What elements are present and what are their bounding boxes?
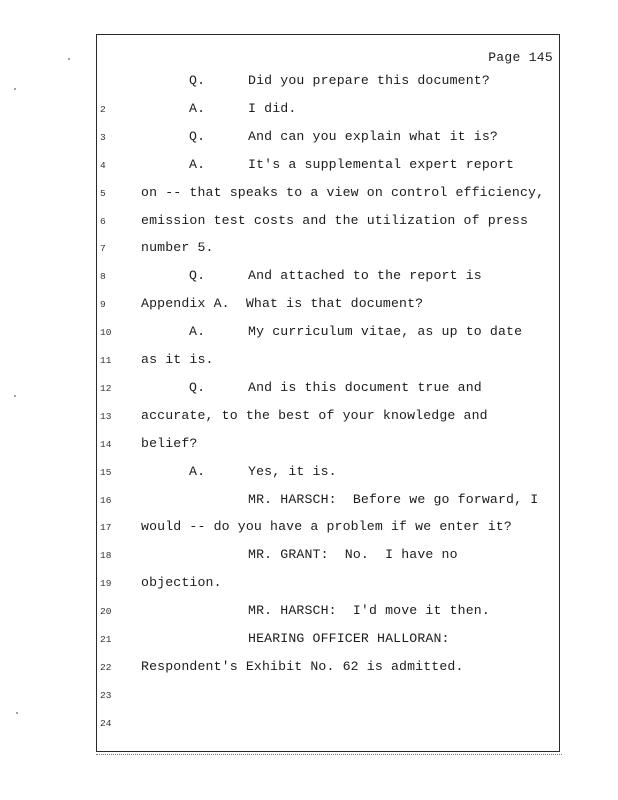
line-number: 3 bbox=[100, 131, 106, 143]
transcript-line bbox=[0, 492, 600, 510]
line-number: 23 bbox=[100, 689, 112, 701]
line-text: MR. HARSCH: I'd move it then. bbox=[248, 603, 490, 619]
scan-speck bbox=[14, 88, 16, 90]
line-text: Respondent's Exhibit No. 62 is admitted. bbox=[141, 658, 464, 674]
transcript-line bbox=[0, 268, 600, 286]
transcript-line bbox=[0, 519, 600, 537]
transcript-line bbox=[0, 464, 600, 482]
line-number: 13 bbox=[100, 410, 112, 422]
line-text: HEARING OFFICER HALLORAN: bbox=[248, 631, 450, 646]
qa-label: Q. bbox=[189, 73, 206, 88]
line-number: 18 bbox=[100, 550, 112, 562]
qa-label: A. bbox=[189, 156, 206, 172]
page-number: Page 145 bbox=[488, 50, 553, 65]
line-number: 7 bbox=[100, 243, 106, 255]
line-number: 21 bbox=[100, 634, 112, 645]
line-text: MR. GRANT: No. I have no bbox=[248, 547, 458, 563]
transcript-line bbox=[0, 324, 600, 342]
line-number: 12 bbox=[100, 382, 112, 394]
line-text: number 5. bbox=[141, 240, 214, 256]
line-number: 11 bbox=[100, 355, 112, 366]
line-text: accurate, to the best of your knowledge and bbox=[141, 407, 488, 423]
line-number: 19 bbox=[100, 578, 112, 590]
transcript-line bbox=[0, 575, 600, 593]
line-text: emission test costs and the utilization of press bbox=[141, 212, 529, 228]
transcript-line bbox=[0, 296, 600, 314]
line-number: 5 bbox=[100, 187, 106, 199]
transcript-line bbox=[0, 659, 600, 677]
line-text: Appendix A. What is that document? bbox=[141, 296, 424, 312]
transcript-line bbox=[0, 380, 600, 398]
transcript-line bbox=[0, 157, 600, 175]
transcript-line bbox=[0, 240, 600, 258]
transcript-line bbox=[0, 213, 600, 231]
transcript-line bbox=[0, 631, 600, 649]
scan-speck bbox=[68, 58, 70, 60]
line-number: 20 bbox=[100, 606, 112, 618]
line-text: And attached to the report is bbox=[248, 268, 482, 284]
line-text: Did you prepare this document? bbox=[248, 73, 490, 88]
qa-label: Q. bbox=[189, 268, 206, 284]
line-text: I did. bbox=[248, 100, 297, 116]
scan-speck bbox=[16, 712, 18, 714]
line-text: MR. HARSCH: Before we go forward, I bbox=[248, 491, 539, 507]
line-number: 22 bbox=[100, 661, 112, 673]
line-text: And can you explain what it is? bbox=[248, 128, 498, 144]
line-number: 14 bbox=[100, 438, 112, 450]
line-text: would -- do you have a problem if we enter it? bbox=[141, 519, 512, 535]
line-number: 24 bbox=[100, 717, 112, 729]
line-text: objection. bbox=[141, 575, 222, 591]
transcript-line bbox=[0, 408, 600, 426]
line-number: 17 bbox=[100, 522, 112, 534]
transcript-line bbox=[0, 547, 600, 565]
line-number: 10 bbox=[100, 327, 112, 339]
transcript-line bbox=[0, 185, 600, 203]
line-number: 6 bbox=[100, 215, 106, 227]
transcript-line bbox=[0, 129, 600, 147]
line-number: 16 bbox=[100, 494, 112, 506]
qa-label: A. bbox=[189, 324, 206, 340]
transcript-line bbox=[0, 687, 600, 705]
line-number: 15 bbox=[100, 466, 112, 478]
line-text: belief? bbox=[141, 435, 198, 451]
line-number: 9 bbox=[100, 299, 106, 311]
line-text: Yes, it is. bbox=[248, 463, 337, 479]
transcript-line bbox=[0, 436, 600, 454]
line-number: 4 bbox=[100, 159, 106, 171]
line-number: 2 bbox=[100, 103, 106, 115]
line-text: And is this document true and bbox=[248, 379, 482, 395]
transcript-line bbox=[0, 101, 600, 119]
qa-label: Q. bbox=[189, 128, 206, 144]
line-text: My curriculum vitae, as up to date bbox=[248, 324, 523, 340]
line-text: It's a supplemental expert report bbox=[248, 156, 515, 172]
qa-label: Q. bbox=[189, 379, 206, 395]
transcript-line bbox=[0, 603, 600, 621]
line-number: 8 bbox=[100, 271, 106, 283]
qa-label: A. bbox=[189, 463, 206, 479]
line-text: as it is. bbox=[141, 352, 214, 367]
line-text: on -- that speaks to a view on control efficiency, bbox=[141, 184, 545, 200]
qa-label: A. bbox=[189, 100, 206, 116]
transcript-line bbox=[0, 73, 600, 91]
transcript-line bbox=[0, 715, 600, 733]
scan-speck bbox=[14, 395, 16, 397]
transcript-line bbox=[0, 352, 600, 370]
